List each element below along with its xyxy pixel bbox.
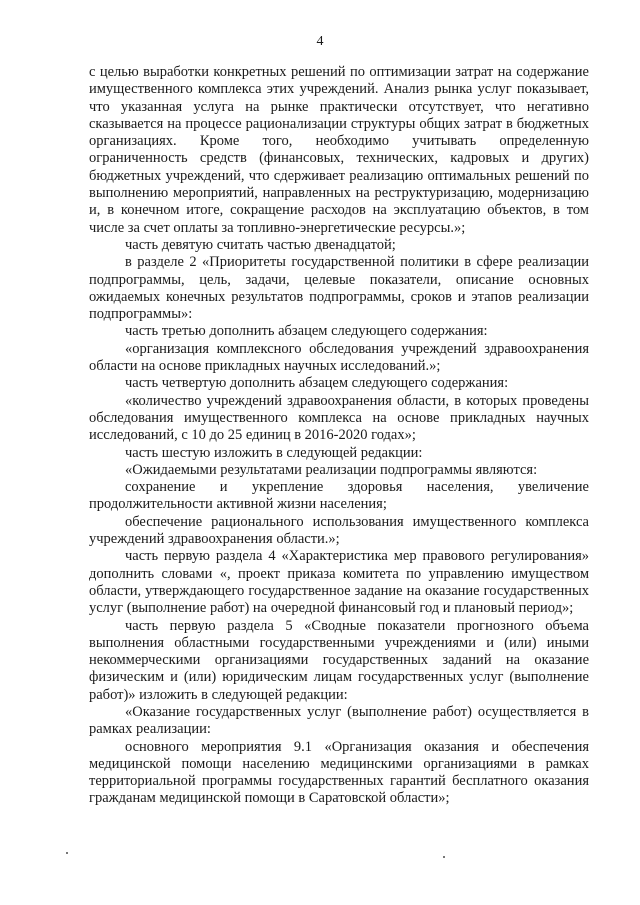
document-body xyxy=(89,64,589,808)
paragraph: часть первую раздела 5 «Сводные показатели прогнозного объема выполнения областными государственными учреждениями и (или) иными некоммерческими организациями государственных заданий на оказание физическим и (или) юридическим лицам государственных услуг (выполнение работ)» изложить в следующей редакции: xyxy=(89,617,589,703)
paragraph: часть шестую изложить в следующей редакции: xyxy=(125,444,423,461)
paragraph: сохранение и укрепление здоровья населения, увеличение продолжительности активной жизни населения; xyxy=(89,479,589,513)
paragraph: «Ожидаемыми результатами реализации подпрограммы являются: xyxy=(125,461,538,478)
paragraph: «организация комплексного обследования учреждений здравоохранения области на основе прикладных научных исследований.»; xyxy=(89,340,589,375)
paragraph: основного мероприятия 9.1 «Организация оказания и обеспечения медицинской помощи населению медицинскими организациями в рамках территориальной программы государственных гарантий бесплатного оказания гражданам медицинской помощи в Саратовской области»; xyxy=(89,738,589,807)
paragraph: обеспечение рационального использования имущественного комплекса учреждений здравоохранения области.»; xyxy=(89,513,589,548)
paragraph: часть первую раздела 4 «Характеристика мер правового регулирования» дополнить словами «, проект приказа комитета по управлению имуществом области, утверждающего государственное задание на оказание государственных услуг (выполнение работ) на очередной финансовый год и плановый период»; xyxy=(89,548,589,617)
paragraph: в разделе 2 «Приоритеты государственной политики в сфере реализации подпрограммы, цель, задачи, целевые показатели, описание основных ожидаемых конечных результатов подпрограммы, сроков и этапов реализации подпрограммы»: xyxy=(89,254,589,323)
paragraph: «количество учреждений здравоохранения области, в которых проведены обследования имущественного комплекса на основе прикладных научных исследований, с 10 до 25 единиц в 2016-2020 годах»; xyxy=(89,392,589,444)
scan-speck xyxy=(66,852,68,854)
paragraph: с целью выработки конкретных решений по оптимизации затрат на содержание имущественного комплекса этих учреждений. Анализ рынка услуг показывает, что указанная услуга на рынке практически отсутствует, что негативно сказывается на процессе рационализации структуры общих затрат в бюджетных организациях. Кроме того, необходимо учитывать определенную ограниченность средств (финансовых, технических, кадровых и других) бюджетных учреждений, что сдерживает реализацию оптимальных решений по выполнению мероприятий, направленных на реструктуризацию, модернизацию и, в конечном итоге, сокращение расходов на эксплуатацию объектов, в том числе за счет оплаты за топливно-энергетические ресурсы.»; xyxy=(89,64,589,236)
paragraph: часть девятую считать частью двенадцатой; xyxy=(125,236,396,253)
paragraph: «Оказание государственных услуг (выполнение работ) осуществляется в рамках реализации: xyxy=(89,703,589,738)
scan-speck xyxy=(443,856,445,858)
paragraph: часть третью дополнить абзацем следующего содержания: xyxy=(125,323,488,340)
paragraph: часть четвертую дополнить абзацем следующего содержания: xyxy=(125,375,509,392)
page-number: 4 xyxy=(316,34,324,49)
